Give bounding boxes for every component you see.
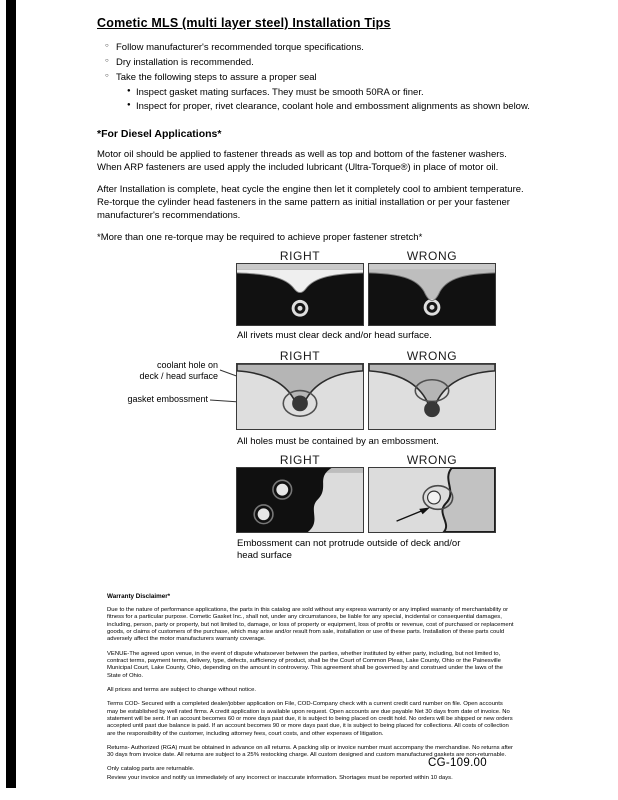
embossment-right-diagram [236, 363, 364, 430]
warranty-paragraph: All prices and terms are subject to change without notice. [107, 686, 256, 693]
warranty-paragraph: Only catalog parts are returnable. [107, 766, 195, 773]
gasket-embossment-annotation: gasket embossment [127, 394, 208, 405]
hole-icon [276, 484, 288, 496]
wrong-label: WRONG [406, 453, 458, 468]
page-number: CG-109.00 [428, 757, 487, 769]
diagram-caption: Embossment can not protrude outside of deck and/or head surface [237, 538, 461, 561]
coolant-hole-icon [424, 402, 440, 418]
diagram-caption: All holes must be contained by an embossment. [237, 436, 439, 448]
diagram-caption: All rivets must clear deck and/or head surface. [237, 330, 432, 342]
page-title: Cometic MLS (multi layer steel) Installation Tips [97, 16, 391, 30]
proper-seal-steps-list [126, 87, 578, 112]
right-label: RIGHT [279, 349, 321, 364]
diesel-applications-heading: *For Diesel Applications* [97, 128, 222, 140]
list-item: ● Inspect for proper, rivet clearance, coolant hole and embossment alignments as shown below. [126, 101, 578, 112]
rivet-right-diagram [236, 263, 364, 326]
diagram-section [0, 249, 618, 567]
warranty-paragraph: Terms COD- Secured with a completed dealer/jobber application on File, COD-Company check with a current credit card number on file. Open accounts may be established by well rated firms. A credit application is available upon request. Open accounts are due payable Net 30 days from date of invoice. No statement will be sent. If an account becomes 60 or more days past due, it is subject to being placed on credit hold. No orders will be shipped or new orders accepted until past due balance is paid. If an account becomes 90 or more days past due, it is subject to being placed for collections. All costs of collection are the responsibility of the customer, including attorney fees, court costs, and other expenses of litigation. [107, 701, 513, 737]
list-item: ○ Follow manufacturer's recommended torque specifications. [105, 42, 578, 53]
list-item [105, 72, 578, 112]
protrusion-right-diagram [236, 467, 364, 533]
warranty-disclaimer-section [107, 593, 515, 782]
right-label: RIGHT [279, 453, 321, 468]
wrong-label: WRONG [406, 249, 458, 264]
protrusion-wrong-diagram [368, 467, 496, 533]
coolant-hole-icon [292, 396, 308, 412]
page-content [0, 0, 618, 243]
list-item-text: Take the following steps to assure a proper seal [116, 72, 317, 83]
hole-icon [428, 491, 441, 504]
warranty-heading: Warranty Disclaimer* [107, 593, 171, 601]
hole-icon [258, 508, 270, 520]
wrong-label: WRONG [406, 349, 458, 364]
warranty-paragraph: Due to the nature of performance applications, the parts in this catalog are sold without any express warranty or any implied warranty of merchantability or fitness for a particular purpose. Cometic Gasket Inc., shall not, under any circumstances, be liable for any special, incidental or consequential damages, including, person, party or property, but not limited to, damage, or loss of property or equipment, loss of profits or revenue, cost of purchased or replacement goods, or claims of customers of the purchase, which may arise and/or result from sale, installation or use of these parts. Installation of these parts could adversely affect the motor manufacturers warranty coverage. [107, 607, 514, 643]
diesel-paragraph-2: After Installation is complete, heat cycle the engine then let it completely cool to ambient temperature. Re-torque the cylinder head fasteners in the same pattern as initial installation or per your fastener manufacturer's recommendations. [97, 184, 524, 221]
warranty-paragraph: VENUE-The agreed upon venue, in the event of dispute whatsoever between the parties, whether instituted by either party, including, but not limited to, contract terms, payment terms, delivery, type, defects, sufficiency of product, shall be the Court of Common Pleas, Lake County, Ohio or the Painesville Municipal Court, Lake County, Ohio, depending on the amount in controversy. This agreement shall be governed by and construed under the laws of the State of Ohio. [107, 650, 503, 679]
retorque-note: *More than one re-torque may be required to achieve proper fastener stretch* [97, 232, 423, 244]
warranty-paragraph: Review your invoice and notify us immediately of any incorrect or inaccurate information. Shortages must be reported within 10 days. [107, 774, 453, 781]
installation-tips-list [105, 42, 578, 112]
diesel-paragraph-1: Motor oil should be applied to fastener threads as well as top and bottom of the fastener washers. When ARP fasteners are used apply the included lubricant (Ultra-Torque®) in place of motor oil. [97, 149, 507, 173]
rivet-wrong-diagram [368, 263, 496, 326]
list-item: ● Inspect gasket mating surfaces. They must be smooth 50RA or finer. [126, 87, 578, 98]
coolant-hole-annotation: coolant hole on deck / head surface [139, 360, 218, 381]
list-item: ○ Dry installation is recommended. [105, 57, 578, 68]
embossment-wrong-diagram [368, 363, 496, 430]
right-label: RIGHT [279, 249, 321, 264]
warranty-paragraph: Returns- Authorized (RGA) must be obtained in advance on all returns. A packing slip or invoice number must accompany the merchandise. No returns after 30 days from invoice date. All returns are subject to a 25% restocking charge. All custom designed and custom manufactured gaskets are non-returnable. [107, 744, 514, 759]
